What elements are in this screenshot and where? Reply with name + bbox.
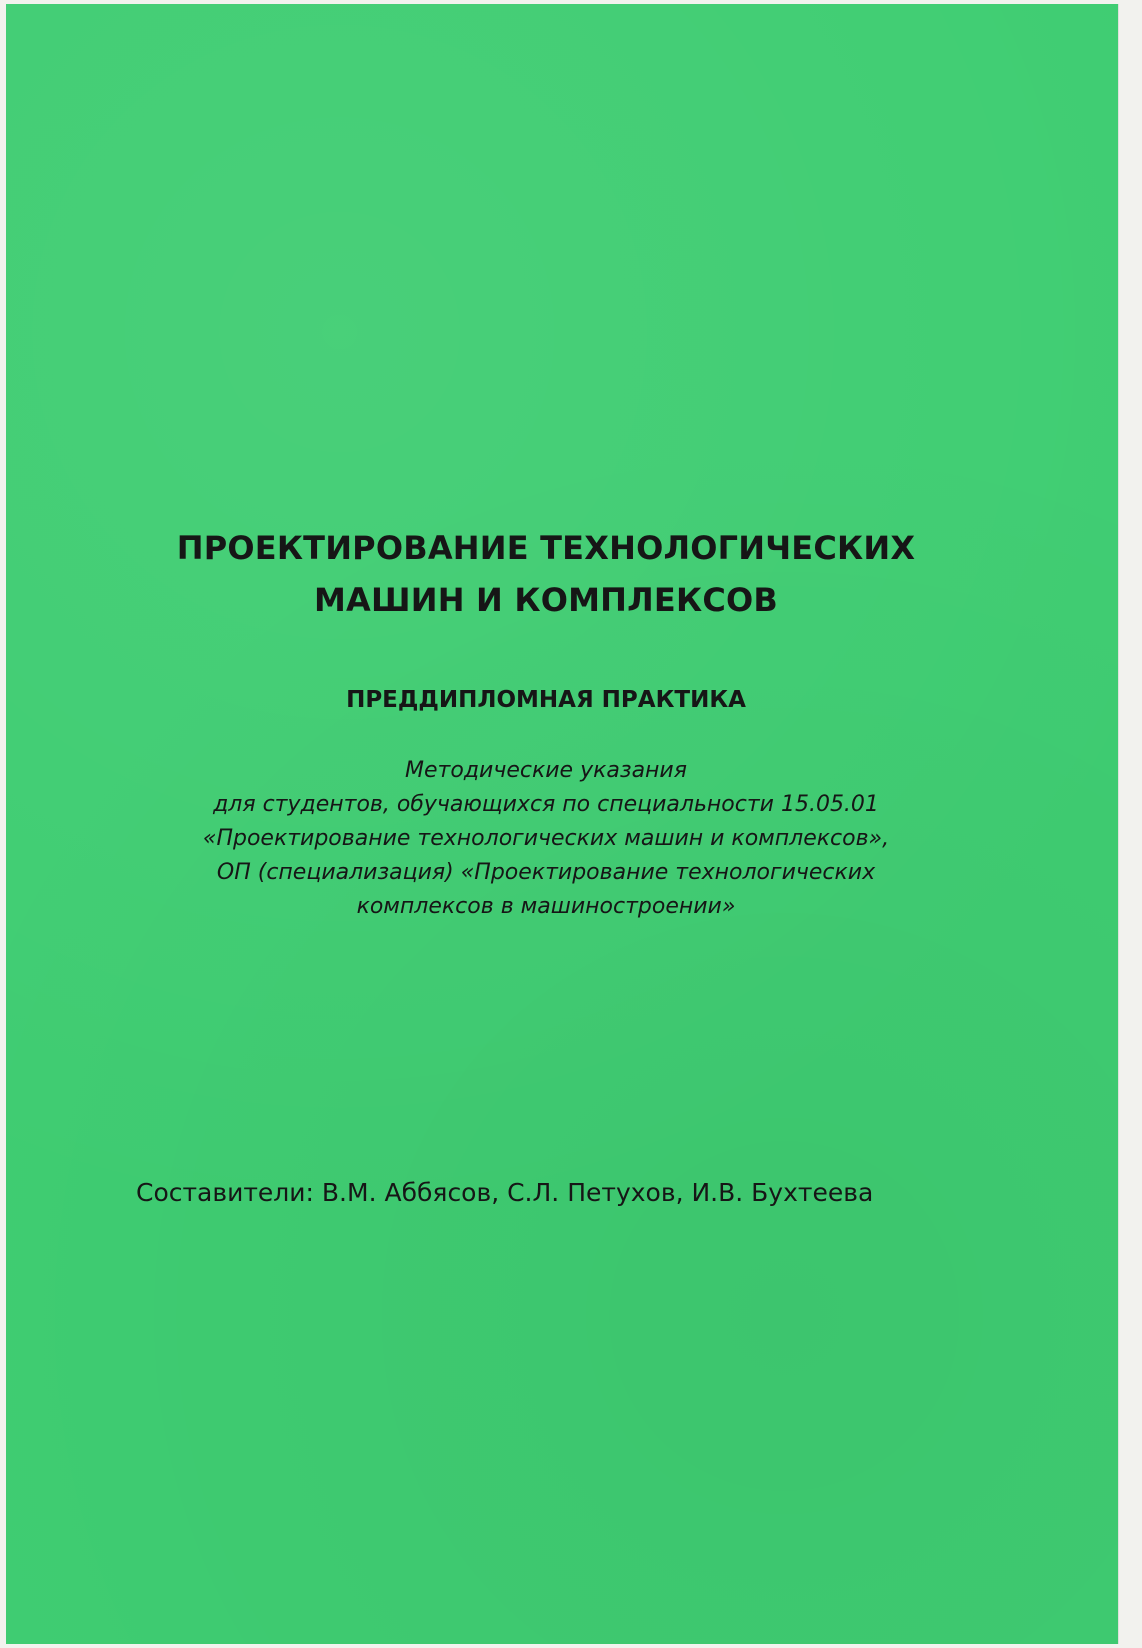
description-line: комплексов в машиностроении»	[356, 894, 736, 919]
description-line: ОП (специализация) «Проектирование технологических	[216, 860, 876, 885]
description-line: для студентов, обучающихся по специальности 15.05.01	[213, 792, 879, 817]
cover-title-line: ПРОЕКТИРОВАНИЕ ТЕХНОЛОГИЧЕСКИХ	[176, 529, 916, 567]
description-line: Методические указания	[405, 758, 687, 783]
cover-subtitle: ПРЕДДИПЛОМНАЯ ПРАКТИКА	[346, 687, 746, 713]
cover-description	[6, 754, 1086, 924]
cover-title-line: МАШИН И КОМПЛЕКСОВ	[313, 581, 779, 619]
book-cover	[6, 4, 1118, 1644]
description-line: «Проектирование технологических машин и комплексов»,	[202, 826, 890, 851]
cover-authors: Составители: В.М. Аббясов, С.Л. Петухов, И.В. Бухтеева	[136, 1178, 874, 1207]
cover-title	[6, 522, 1086, 626]
